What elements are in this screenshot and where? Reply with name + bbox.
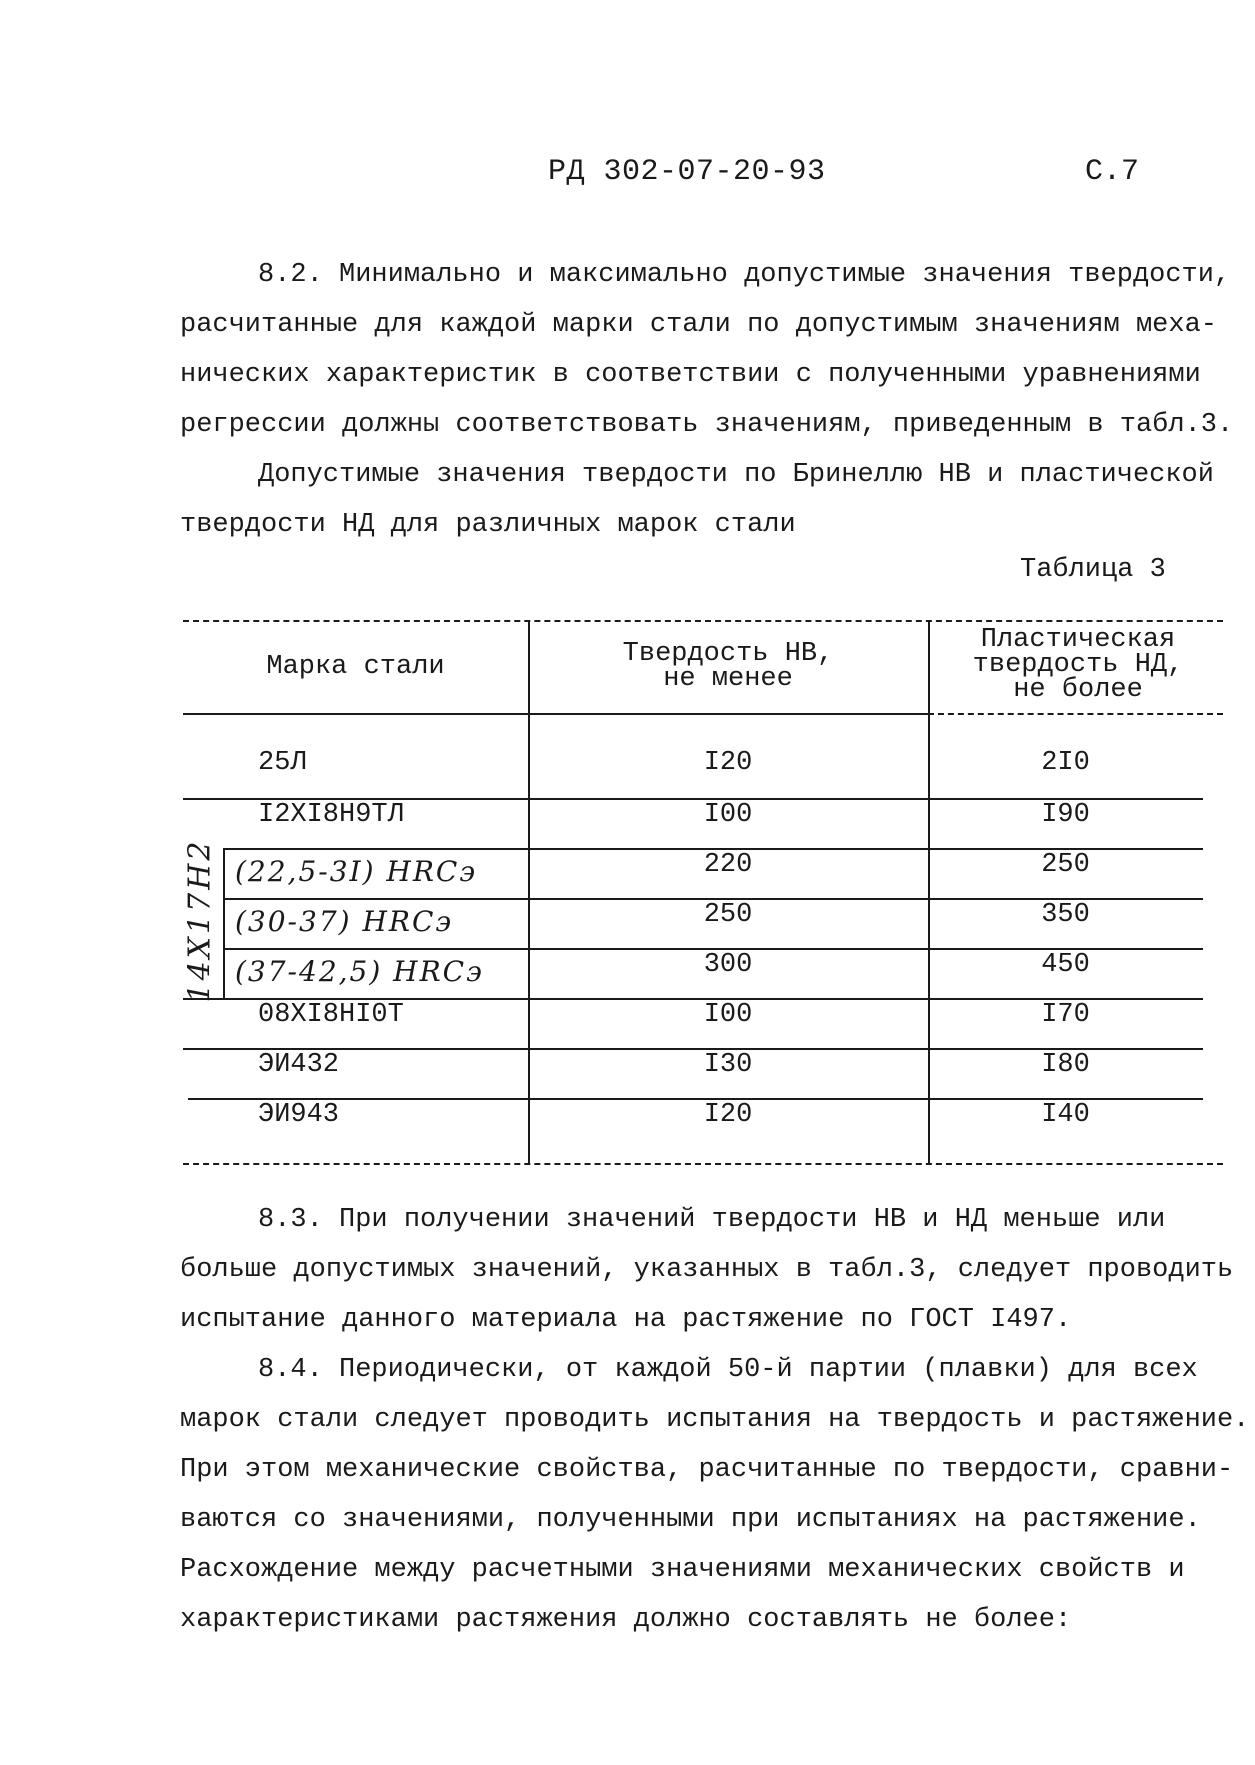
text-line: ваются со значениями, полученными при испытаниях на растяжение. [180, 1505, 1201, 1535]
grade-cell: 25Л [258, 748, 307, 778]
col-header-hb-line2: не менее [663, 664, 793, 694]
hd-cell: I80 [1041, 1050, 1090, 1080]
col-header-hd [928, 625, 1228, 705]
table-intro [180, 450, 1214, 550]
hd-cell: 2I0 [1041, 748, 1090, 778]
document-code: РД 302-07-20-93 [548, 155, 826, 189]
hb-cell: 220 [703, 850, 753, 880]
hb-cell: I20 [703, 748, 753, 778]
hd-cell: I90 [1041, 800, 1090, 830]
table-caption: Таблица 3 [1020, 555, 1166, 585]
hd-cell: 350 [1041, 900, 1090, 930]
text-line: расчитанные для каждой марки стали по допустимым значениям меха- [180, 310, 1217, 340]
grade-cell: 08XI8HI0T [258, 1000, 404, 1030]
col-header-hd-line1: Пластическая [980, 625, 1176, 655]
grade-cell: (37-42,5) HRCэ [235, 955, 484, 988]
text-line: регрессии должны соответствовать значениям, приведенным в табл.3. [180, 410, 1234, 440]
col-header-hb-line1: Твердость НВ, [622, 639, 834, 669]
grade-cell: ЭИ432 [258, 1050, 340, 1080]
text-line: Расхождение между расчетными значениями механических свойств и [180, 1555, 1185, 1585]
hb-cell: I30 [703, 1050, 753, 1080]
paragraph-8-3 [180, 1195, 1233, 1345]
text-line: 8.3. При получении значений твердости НВ и НД меньше или [258, 1205, 1166, 1235]
table-top-rule [183, 620, 1223, 622]
text-line: характеристиками растяжения должно составлять не более: [180, 1605, 1072, 1635]
grade-cell: (22,5-3I) HRCэ [235, 855, 478, 888]
text-line: марок стали следует проводить испытания на твердость и растяжение. [180, 1405, 1250, 1435]
col-header-hd-line2: твердость НД, [972, 650, 1184, 680]
grade-cell: (30-37) HRCэ [235, 905, 454, 938]
col-header-grade: Марка стали [266, 652, 445, 682]
header-rule [183, 713, 928, 715]
grade-cell: I2XI8H9TЛ [258, 800, 404, 830]
group-divider [223, 848, 225, 998]
text-line: 8.4. Периодически, от каждой 50-й партии (плавки) для всех [258, 1355, 1198, 1385]
hb-cell: I00 [703, 1000, 753, 1030]
page-number: С.7 [1085, 155, 1140, 189]
col-header-hb [528, 639, 928, 694]
text-line: испытание данного материала на растяжение по ГОСТ I497. [180, 1305, 1072, 1335]
hd-cell: I40 [1041, 1100, 1090, 1130]
column-divider [528, 620, 530, 1165]
hb-cell: I00 [703, 800, 753, 830]
table-bottom-rule [183, 1163, 1223, 1165]
text-line: больше допустимых значений, указанных в табл.3, следует проводить [180, 1255, 1234, 1285]
hb-cell: I20 [703, 1100, 753, 1130]
grade-cell: ЭИ943 [258, 1100, 340, 1130]
text-line: Допустимые значения твердости по Бринеллю НВ и пластической [258, 460, 1214, 490]
text-line: твердости НД для различных марок стали [180, 510, 796, 540]
text-line: При этом механические свойства, расчитанные по твердости, сравни- [180, 1455, 1234, 1485]
hb-cell: 250 [703, 900, 753, 930]
hd-cell: I70 [1041, 1000, 1090, 1030]
hd-cell: 250 [1041, 850, 1090, 880]
paragraph-8-4 [180, 1345, 1249, 1645]
group-label-handwritten: 14Х17Н2 [182, 838, 218, 1003]
paragraph-8-2 [180, 250, 1233, 450]
col-header-hd-line3: не более [1013, 675, 1143, 705]
hardness-table [183, 620, 1223, 1165]
hd-cell: 450 [1041, 950, 1090, 980]
text-line: 8.2. Минимально и максимально допустимые значения твердости, [258, 260, 1231, 290]
hb-cell: 300 [703, 950, 753, 980]
text-line: нических характеристик в соответствии с полученными уравнениями [180, 360, 1201, 390]
header-rule-dashed [928, 713, 1223, 715]
